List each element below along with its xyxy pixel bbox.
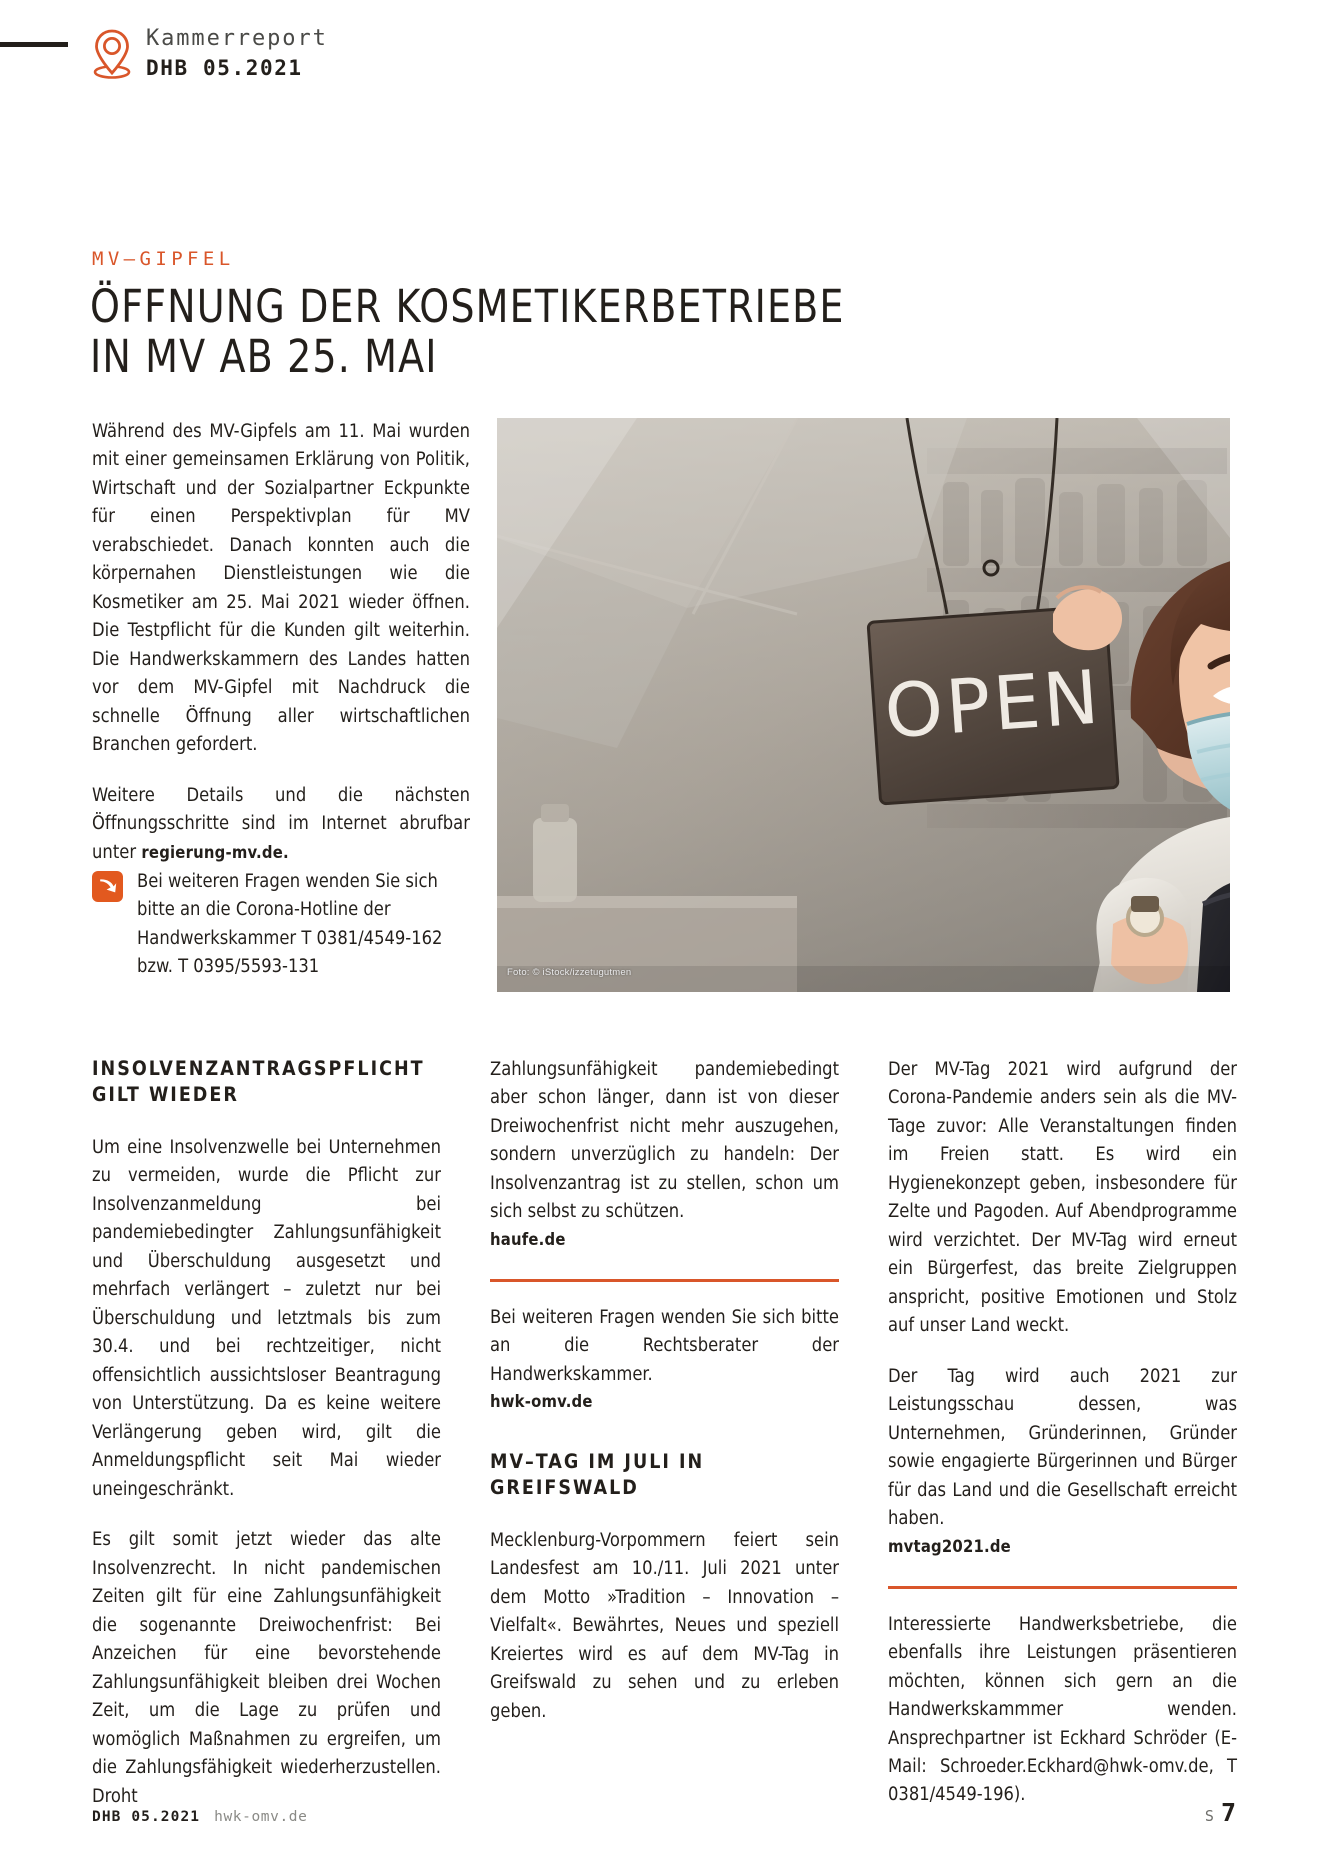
left-paragraph-1: Um eine Insolvenzwelle bei Unternehmen zu vermeiden, wurde die Pflicht zur Insolvenzanmeldung bei pandemiebedingter Zahlungsunfähigkeit und Überschuldung ausgesetzt und mehrfach verlängert – zuletzt nur bei Überschuldung und letztmals bis zum 30.4. und bei rechtzeitiger, nicht offensichtlich aussichtsloser Beantragung von Unterstützung. Da es keine weitere Verlängerung geben wird, gilt die Anmeldungspflicht seit Mai wieder uneingeschränkt. bbox=[92, 1136, 441, 1500]
page-footer bbox=[92, 1798, 1236, 1827]
right-source-1[interactable]: mvtag2021.de bbox=[888, 1536, 1011, 1556]
lead-column bbox=[92, 418, 470, 867]
arrow-pointer-icon bbox=[92, 871, 123, 902]
svg-text:OPEN: OPEN bbox=[881, 654, 1105, 756]
masthead-issue: DHB 05.2021 bbox=[146, 55, 303, 80]
masthead-text bbox=[146, 27, 328, 80]
masthead-rule bbox=[0, 42, 68, 47]
middle-source-1[interactable]: haufe.de bbox=[490, 1229, 566, 1249]
middle-paragraph-2: Bei weiteren Fragen wenden Sie sich bitte an die Rechtsberater der Handwerkskammer. bbox=[490, 1306, 839, 1385]
page-title bbox=[90, 282, 1030, 383]
headline-line-1: ÖFFNUNG DER KOSMETIKERBETRIEBE bbox=[90, 280, 845, 333]
subhead-mvtag: MV–TAG IM JULI IN GREIFSWALD bbox=[490, 1449, 705, 1499]
column-left bbox=[92, 1056, 441, 1833]
masthead-kicker: Kammerreport bbox=[146, 26, 328, 51]
column-middle bbox=[490, 1056, 839, 1833]
headline-line-2: IN MV AB 25. MAI bbox=[90, 330, 438, 384]
right-paragraph-3: Interessierte Handwerksbetriebe, die ebenfalls ihre Leistungen präsentieren möchten, können sich gern an die Handwerkskammmer wenden. Ansprechpartner ist Eckhard Schröder (E-Mail: Schroeder.Eckhard@hwk-omv.de, T 0381/4549-196). bbox=[888, 1613, 1237, 1806]
photo-caption: Foto: © iStock/izzetugutmen bbox=[507, 967, 632, 978]
masthead bbox=[0, 27, 328, 80]
article-kicker: MV–GIPFEL bbox=[92, 248, 235, 270]
lead-paragraph: Während des MV-Gipfels am 11. Mai wurden mit einer gemeinsamen Erklärung von Politik, Wirtschaft und der Sozialpartner Eckpunkte für einen Perspektivplan für MV verabschiedet. Danach konnten auch die körpernahen Dienstleistungen wie die Kosmetiker am 25. Mai 2021 wieder öffnen. Die Testpflicht für die Kunden gilt weiterhin. Die Handwerkskammern des Landes hatten vor dem MV-Gipfel mit Nachdruck die schnelle Öffnung aller wirtschaftlichen Branchen gefordert. bbox=[92, 421, 470, 756]
footer-issue: DHB 05.2021 bbox=[92, 1809, 201, 1825]
details-paragraph bbox=[92, 782, 470, 867]
subhead-insolvenz: INSOLVENZANTRAGSPFLICHT GILT WIEDER bbox=[92, 1057, 425, 1106]
column-right bbox=[888, 1056, 1237, 1833]
left-paragraph-2: Es gilt somit jetzt wieder das alte Insolvenzrecht. In nicht pandemischen Zeiten gilt für eine Zahlungsunfähigkeit die sogenannte Dreiwochenfrist: Bei Anzeichen für eine bevorstehende Zahlungsunfähigkeit bleiben drei Wochen Zeit, um die Lage zu prüfen und womöglich Maßnahmen zu ergreifen, um die Zahlungsfähigkeit wiederherzustellen. Droht bbox=[92, 1529, 441, 1807]
divider-orange-right bbox=[888, 1586, 1237, 1589]
middle-paragraph-3: Mecklenburg-Vorpommern feiert sein Landesfest am 10./11. Juli 2021 unter dem Motto »Tradition – Innovation – Vielfalt«. Bewährtes, Neues und speziell Kreiertes wird es auf dem MV-Tag in Greifswald zu sehen und zu erleben geben. bbox=[490, 1529, 839, 1722]
details-source[interactable]: regierung-mv.de. bbox=[141, 842, 289, 862]
footer-page-number: 7 bbox=[1220, 1798, 1236, 1827]
right-paragraph-1: Der MV-Tag 2021 wird aufgrund der Corona-Pandemie anders sein als die MV-Tage zuvor: Alle Veranstaltungen finden im Freien statt. Es wird ein Hygienekonzept geben, insbesondere für Zelte und Pagoden. Auf Abendprogramme wird verzichtet. Der MV-Tag wird erneut ein Bürgerfest, das breite Zielgruppen anspricht, positive Emotionen und Stolz auf unser Land weckt. bbox=[888, 1059, 1237, 1337]
callout-box bbox=[92, 868, 470, 982]
right-paragraph-2: Der Tag wird auch 2021 zur Leistungsschau dessen, was Unternehmen, Gründerinnen, Gründer sowie engagierte Bürgerinnen und Bürger für das Land und die Gesellschaft erreicht haben. bbox=[888, 1365, 1237, 1530]
location-pin-icon bbox=[90, 27, 134, 79]
middle-paragraph-1: Zahlungsunfähigkeit pandemiebedingt aber schon länger, dann ist von dieser Dreiwochenfrist nicht mehr auszugehen, sondern unverzüglich zu handeln: Der Insolvenzantrag ist zu stellen, schon um sich selbst zu schützen. bbox=[490, 1059, 839, 1223]
details-text: Weitere Details und die nächsten Öffnungsschritte sind im Internet abrufbar unter bbox=[92, 784, 470, 863]
divider-orange-middle bbox=[490, 1279, 839, 1282]
footer-page bbox=[1205, 1798, 1236, 1827]
article-photo bbox=[497, 418, 1230, 992]
middle-source-2[interactable]: hwk-omv.de bbox=[490, 1392, 593, 1412]
footer-site[interactable]: hwk-omv.de bbox=[214, 1809, 308, 1825]
footer-page-prefix: S bbox=[1204, 1807, 1214, 1825]
three-column-section bbox=[92, 1056, 1237, 1833]
callout-text: Bei weiteren Fragen wenden Sie sich bitte an die Corona-Hotline der Handwerkskammer T 0381/4549-162 bzw. T 0395/5593-131 bbox=[137, 871, 443, 978]
